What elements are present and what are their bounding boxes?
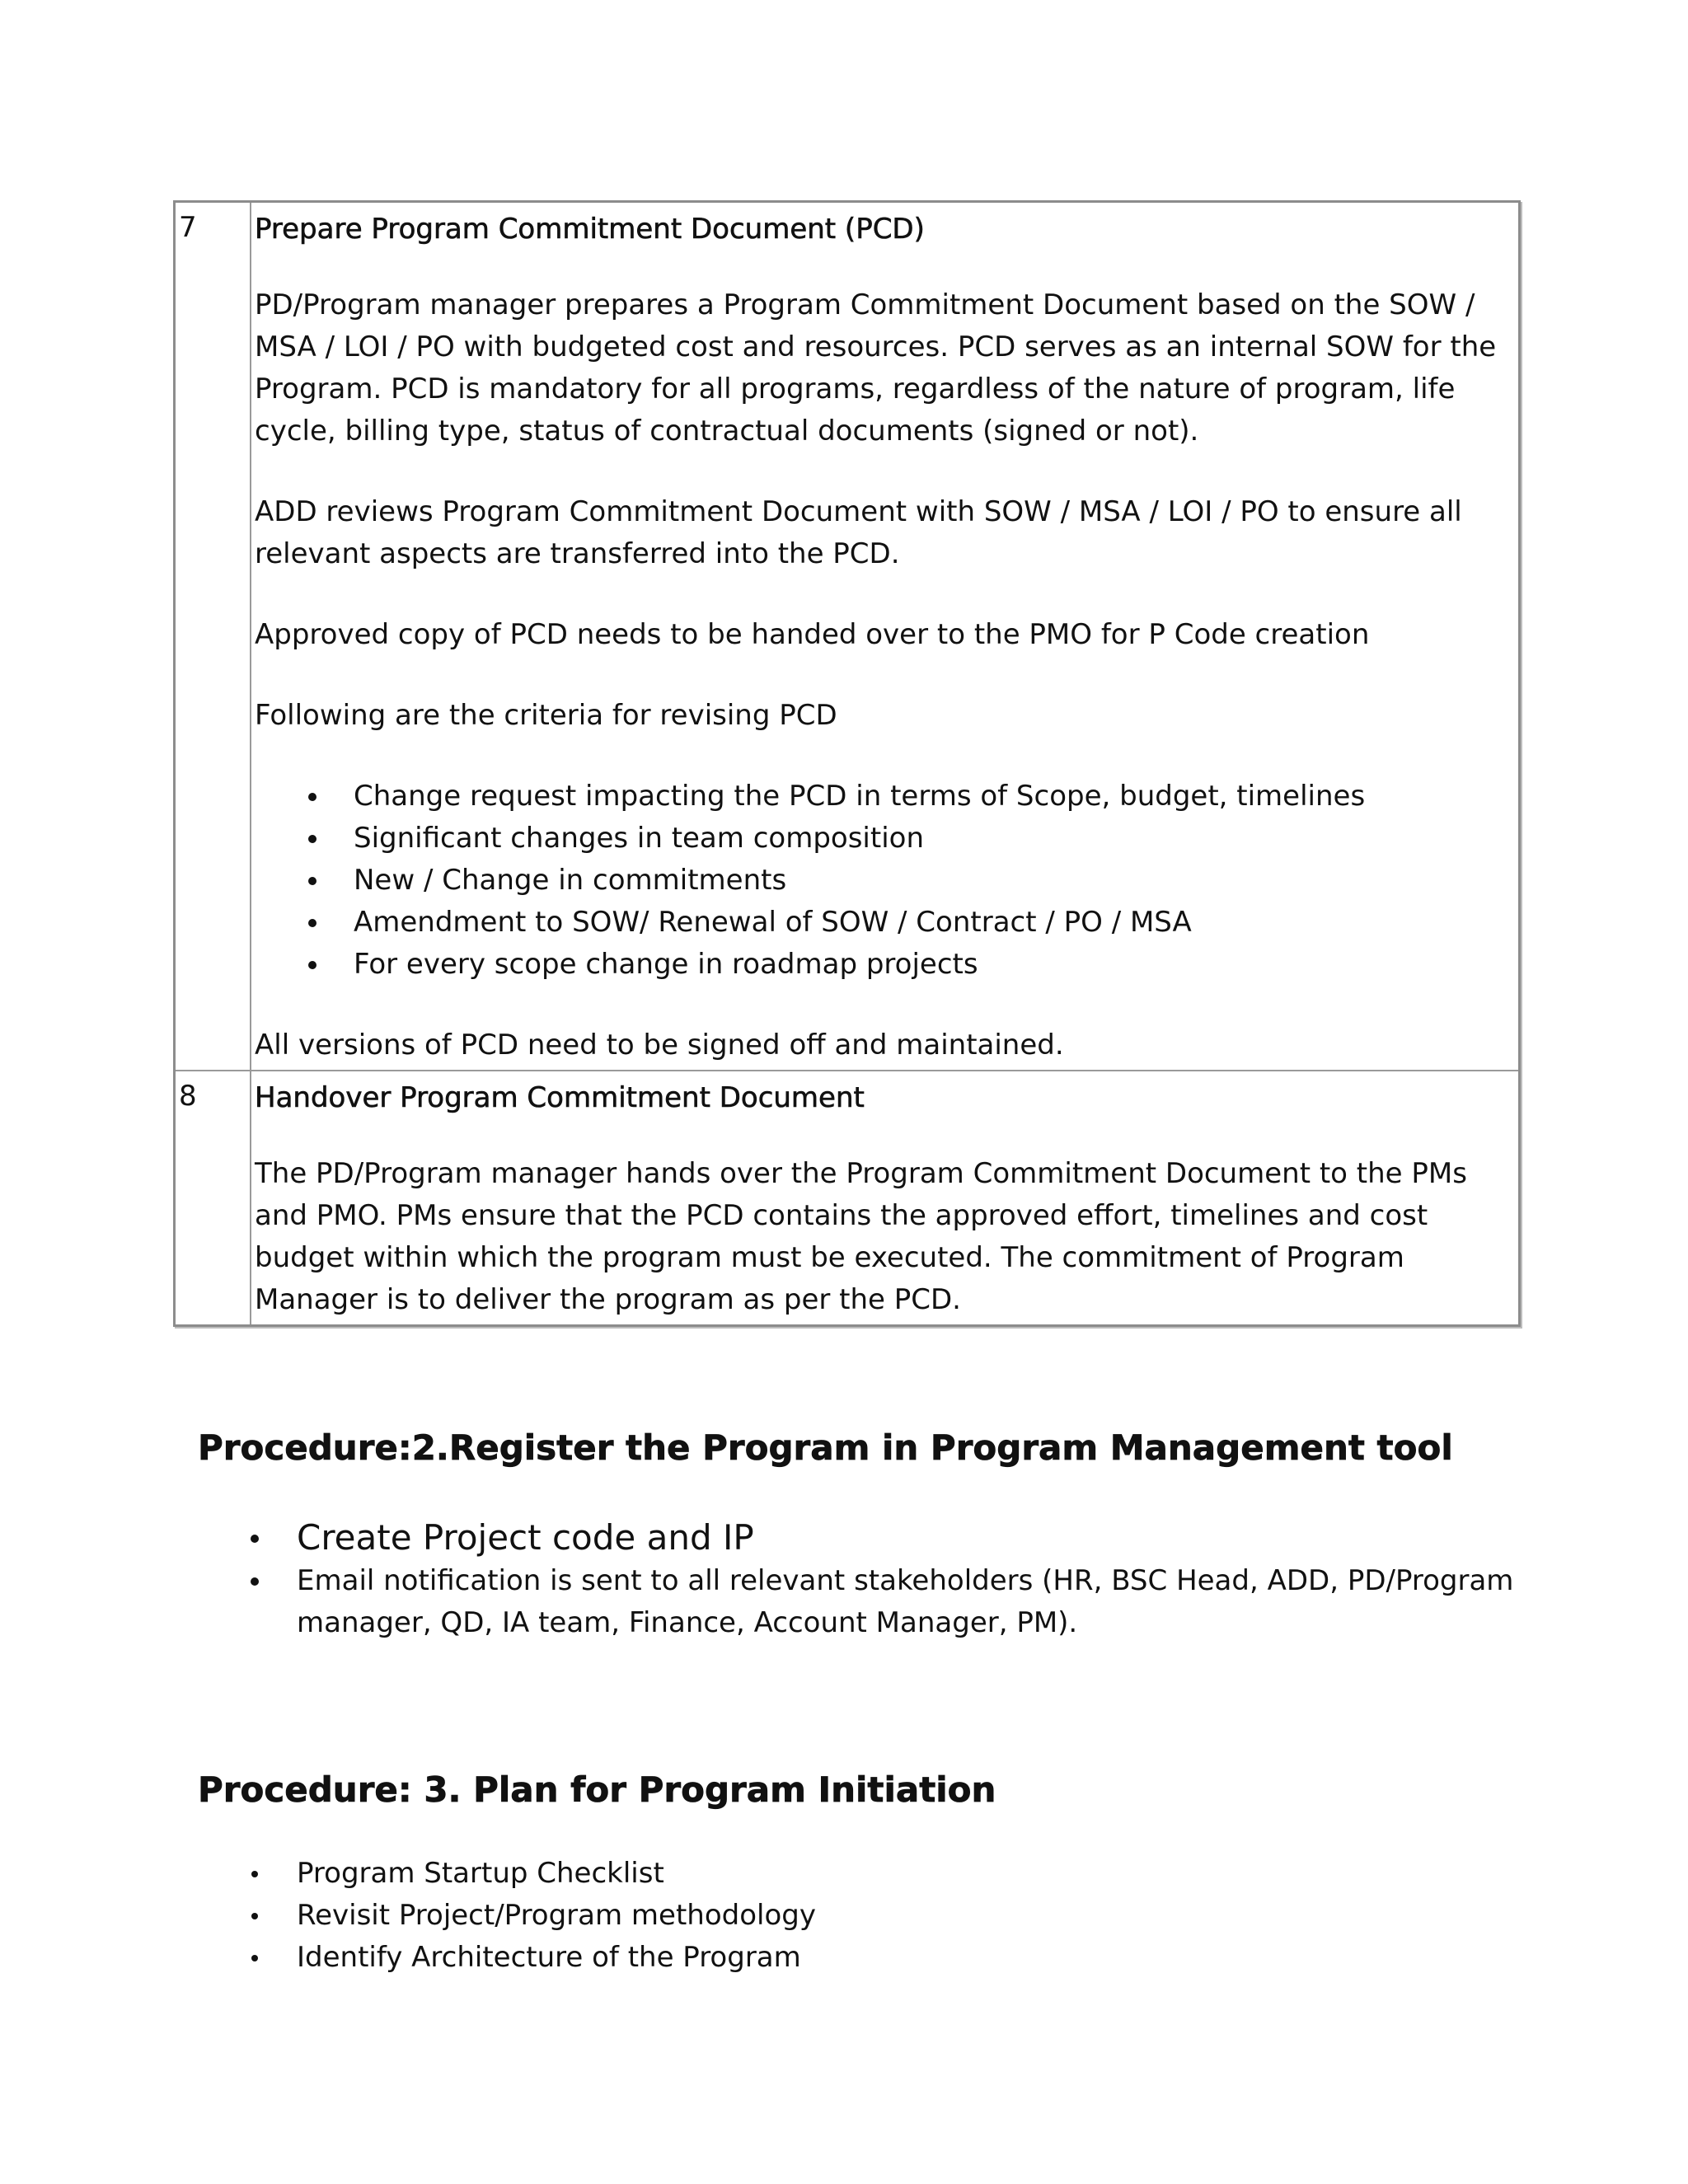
step-content — [251, 202, 1520, 1071]
step-title: Handover Program Commitment Document — [255, 1081, 865, 1114]
list-item-text: Program Startup Checklist — [297, 1857, 664, 1890]
bullet-icon — [308, 961, 316, 969]
list-item-text: Revisit Project/Program methodology — [297, 1899, 816, 1932]
procedure-2-list — [198, 1516, 1517, 1644]
list-item — [255, 860, 1512, 902]
bullet-icon — [251, 1535, 259, 1543]
step-paragraph: PD/Program manager prepares a Program Commitment Document based on the SOW / MSA / LOI / PO with budgeted cost and resources. PCD serves as an internal SOW for the Program. PCD is mandatory for all programs, regardless of the nature of program, life cycle, billing type, status of contractual documents (signed or not). — [255, 288, 1497, 448]
list-item-text: Email notification is sent to all relevant stakeholders (HR, BSC Head, ADD, PD/Program manager, QD, IA team, Finance, Account Manager, PM). — [297, 1564, 1514, 1639]
step-paragraph: ADD reviews Program Commitment Document with SOW / MSA / LOI / PO to ensure all relevant aspects are transferred into the PCD. — [255, 495, 1462, 570]
list-item — [198, 1937, 1517, 1979]
step-paragraph: All versions of PCD need to be signed off and maintained. — [255, 1029, 1064, 1062]
list-item-text: New / Change in commitments — [354, 864, 787, 897]
bullet-icon — [308, 919, 316, 927]
step-title: Prepare Program Commitment Document (PCD) — [255, 213, 925, 246]
list-item — [198, 1853, 1517, 1895]
list-item — [255, 944, 1512, 986]
procedure-2-heading: Procedure:2.Register the Program in Program Management tool — [198, 1427, 1453, 1468]
procedure-3-heading: Procedure: 3. Plan for Program Initiation — [198, 1769, 996, 1810]
bullet-icon — [308, 835, 316, 843]
step-content — [251, 1071, 1520, 1326]
list-item — [255, 902, 1512, 944]
procedure-steps-table — [173, 200, 1521, 1327]
procedure-3-list — [198, 1853, 1517, 1979]
list-item-text: Significant changes in team composition — [354, 822, 924, 855]
list-item — [255, 818, 1512, 860]
step-paragraph: Approved copy of PCD needs to be handed over to the PMO for P Code creation — [255, 618, 1370, 651]
list-item-text: Create Project code and IP — [297, 1517, 754, 1558]
list-item-text: Amendment to SOW/ Renewal of SOW / Contract / PO / MSA — [354, 906, 1192, 939]
step-paragraph: The PD/Program manager hands over the Program Commitment Document to the PMs and PMO. PMs ensure that the PCD contains the approved effort, timelines and cost budget within which the program must be executed. The commitment of Program Manager is to deliver the program as per the PCD. — [255, 1157, 1467, 1316]
bullet-icon — [308, 877, 316, 885]
bullet-icon — [251, 1913, 258, 1919]
table-row — [175, 1071, 1520, 1326]
revision-criteria-list — [255, 776, 1512, 986]
bullet-icon — [251, 1955, 258, 1961]
table-row — [175, 202, 1520, 1071]
list-item — [198, 1560, 1517, 1644]
list-item-text: For every scope change in roadmap projects — [354, 948, 978, 981]
list-item — [255, 776, 1512, 818]
list-item — [198, 1516, 1517, 1560]
bullet-icon — [308, 793, 316, 801]
bullet-icon — [251, 1871, 258, 1877]
step-number: 7 — [175, 202, 251, 1071]
list-item — [198, 1895, 1517, 1937]
bullet-icon — [251, 1577, 259, 1586]
step-number: 8 — [175, 1071, 251, 1326]
list-item-text: Change request impacting the PCD in terms of Scope, budget, timelines — [354, 780, 1366, 813]
list-item-text: Identify Architecture of the Program — [297, 1941, 801, 1974]
step-paragraph: Following are the criteria for revising PCD — [255, 699, 837, 732]
